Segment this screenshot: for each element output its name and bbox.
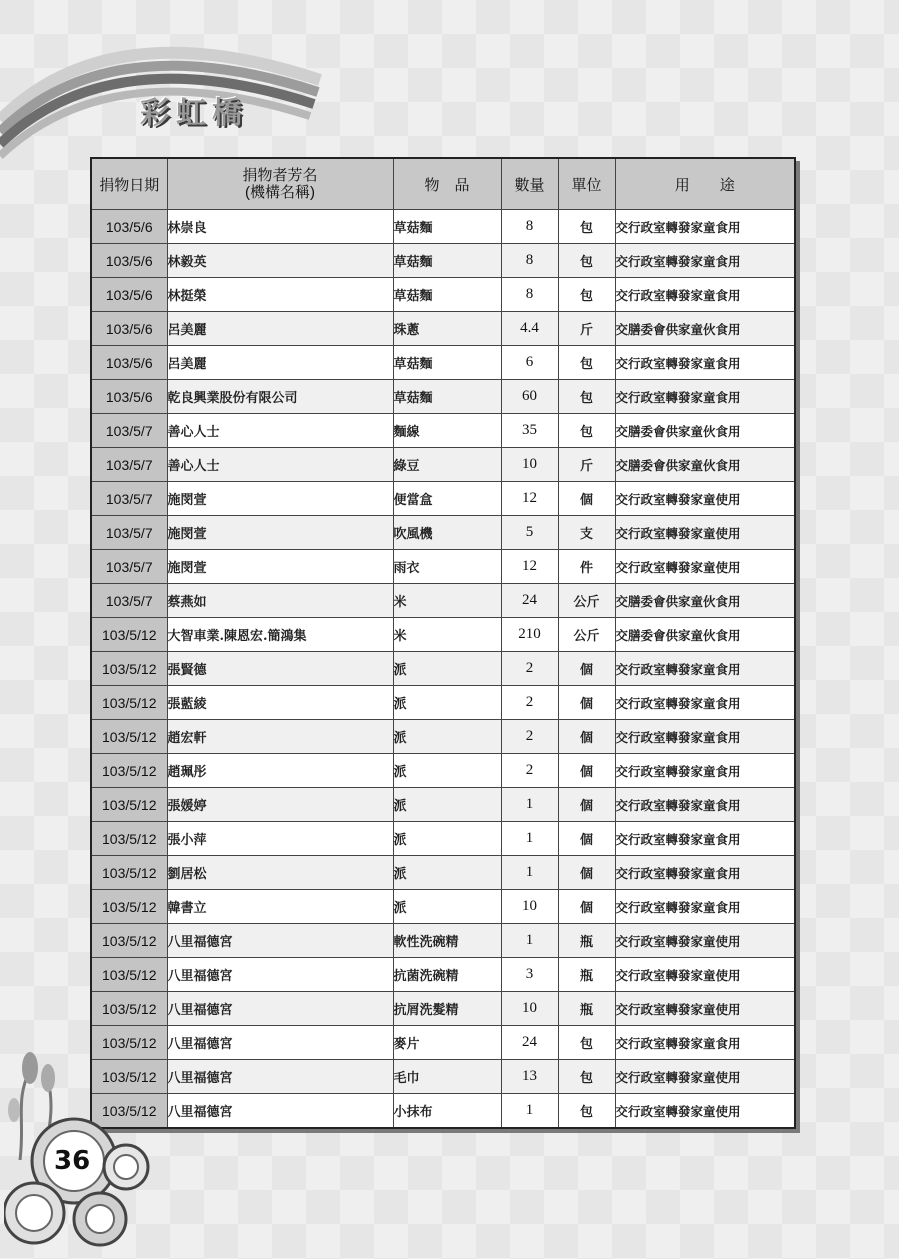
cell-use: 交膳委會供家童伙食用 bbox=[615, 618, 795, 652]
cell-unit: 個 bbox=[558, 754, 615, 788]
cell-date: 103/5/12 bbox=[91, 856, 167, 890]
cell-date: 103/5/12 bbox=[91, 992, 167, 1026]
cell-use: 交行政室轉發家童食用 bbox=[615, 1026, 795, 1060]
cell-unit: 包 bbox=[558, 346, 615, 380]
cell-unit: 個 bbox=[558, 652, 615, 686]
cell-use: 交行政室轉發家童食用 bbox=[615, 380, 795, 414]
table-row bbox=[91, 244, 795, 278]
cell-date: 103/5/6 bbox=[91, 312, 167, 346]
table-row bbox=[91, 482, 795, 516]
table-row bbox=[91, 652, 795, 686]
cell-qty: 4.4 bbox=[501, 312, 558, 346]
cell-unit: 包 bbox=[558, 278, 615, 312]
table-row bbox=[91, 312, 795, 346]
cell-unit: 包 bbox=[558, 244, 615, 278]
page-number-badge bbox=[4, 1115, 154, 1259]
cell-date: 103/5/12 bbox=[91, 618, 167, 652]
cell-item: 小抹布 bbox=[393, 1094, 501, 1129]
cell-use: 交行政室轉發家童食用 bbox=[615, 652, 795, 686]
cell-use: 交行政室轉發家童食用 bbox=[615, 720, 795, 754]
cell-unit: 個 bbox=[558, 856, 615, 890]
cell-date: 103/5/12 bbox=[91, 652, 167, 686]
cell-donor: 張賢德 bbox=[167, 652, 393, 686]
cell-item: 米 bbox=[393, 584, 501, 618]
cell-donor: 張小萍 bbox=[167, 822, 393, 856]
cell-qty: 1 bbox=[501, 788, 558, 822]
cell-item: 珠蔥 bbox=[393, 312, 501, 346]
cell-unit: 瓶 bbox=[558, 992, 615, 1026]
cell-use: 交膳委會供家童伙食用 bbox=[615, 448, 795, 482]
table-row bbox=[91, 380, 795, 414]
table-row bbox=[91, 720, 795, 754]
cell-donor: 張媛婷 bbox=[167, 788, 393, 822]
cell-date: 103/5/7 bbox=[91, 414, 167, 448]
cell-item: 派 bbox=[393, 686, 501, 720]
table-row bbox=[91, 788, 795, 822]
header-donor-line2: (機構名稱) bbox=[245, 184, 315, 201]
cell-donor: 善心人士 bbox=[167, 448, 393, 482]
cell-donor: 趙宏軒 bbox=[167, 720, 393, 754]
cell-qty: 5 bbox=[501, 516, 558, 550]
cell-unit: 斤 bbox=[558, 312, 615, 346]
table-row bbox=[91, 992, 795, 1026]
cell-qty: 1 bbox=[501, 1094, 558, 1129]
cell-donor: 林挺榮 bbox=[167, 278, 393, 312]
cell-qty: 6 bbox=[501, 346, 558, 380]
cell-donor: 善心人士 bbox=[167, 414, 393, 448]
table-row bbox=[91, 856, 795, 890]
donation-table bbox=[90, 157, 796, 1129]
table-row bbox=[91, 958, 795, 992]
table-row bbox=[91, 414, 795, 448]
cell-donor: 林崇良 bbox=[167, 210, 393, 244]
cell-date: 103/5/12 bbox=[91, 686, 167, 720]
cell-unit: 個 bbox=[558, 686, 615, 720]
cell-qty: 2 bbox=[501, 686, 558, 720]
cell-item: 草菇麵 bbox=[393, 380, 501, 414]
cell-date: 103/5/7 bbox=[91, 448, 167, 482]
cell-donor: 趙珮彤 bbox=[167, 754, 393, 788]
cell-use: 交行政室轉發家童食用 bbox=[615, 346, 795, 380]
table-row bbox=[91, 890, 795, 924]
cell-date: 103/5/7 bbox=[91, 584, 167, 618]
cell-qty: 10 bbox=[501, 992, 558, 1026]
cell-date: 103/5/7 bbox=[91, 482, 167, 516]
cell-date: 103/5/7 bbox=[91, 516, 167, 550]
cell-qty: 1 bbox=[501, 822, 558, 856]
cell-date: 103/5/12 bbox=[91, 788, 167, 822]
cell-use: 交行政室轉發家童食用 bbox=[615, 890, 795, 924]
cell-donor: 張藍綾 bbox=[167, 686, 393, 720]
cell-use: 交行政室轉發家童使用 bbox=[615, 992, 795, 1026]
cell-use: 交行政室轉發家童使用 bbox=[615, 516, 795, 550]
cell-qty: 210 bbox=[501, 618, 558, 652]
table-row bbox=[91, 278, 795, 312]
cell-item: 抗菌洗碗精 bbox=[393, 958, 501, 992]
cell-use: 交膳委會供家童伙食用 bbox=[615, 312, 795, 346]
cell-donor: 劉居松 bbox=[167, 856, 393, 890]
table-row bbox=[91, 210, 795, 244]
table-body bbox=[91, 210, 795, 1129]
cell-date: 103/5/7 bbox=[91, 550, 167, 584]
cell-item: 派 bbox=[393, 754, 501, 788]
cell-donor: 八里福德宮 bbox=[167, 924, 393, 958]
cell-use: 交行政室轉發家童食用 bbox=[615, 822, 795, 856]
cell-date: 103/5/12 bbox=[91, 754, 167, 788]
cell-donor: 林毅英 bbox=[167, 244, 393, 278]
cell-unit: 件 bbox=[558, 550, 615, 584]
cell-use: 交行政室轉發家童使用 bbox=[615, 550, 795, 584]
cell-qty: 12 bbox=[501, 550, 558, 584]
cell-item: 雨衣 bbox=[393, 550, 501, 584]
cell-date: 103/5/12 bbox=[91, 890, 167, 924]
table-row bbox=[91, 550, 795, 584]
table-row bbox=[91, 516, 795, 550]
cell-date: 103/5/12 bbox=[91, 1026, 167, 1060]
cell-unit: 個 bbox=[558, 822, 615, 856]
cell-unit: 支 bbox=[558, 516, 615, 550]
table-row bbox=[91, 1060, 795, 1094]
cell-donor: 八里福德宮 bbox=[167, 1060, 393, 1094]
cell-use: 交膳委會供家童伙食用 bbox=[615, 414, 795, 448]
table-row bbox=[91, 346, 795, 380]
header-donor-line1: 捐物者芳名 bbox=[242, 167, 318, 184]
cell-donor: 施閔萱 bbox=[167, 516, 393, 550]
cell-qty: 60 bbox=[501, 380, 558, 414]
cell-use: 交行政室轉發家童使用 bbox=[615, 924, 795, 958]
cell-unit: 個 bbox=[558, 482, 615, 516]
cell-qty: 1 bbox=[501, 924, 558, 958]
cell-unit: 公斤 bbox=[558, 584, 615, 618]
cell-use: 交行政室轉發家童食用 bbox=[615, 788, 795, 822]
header-use: 用 途 bbox=[615, 158, 795, 210]
cell-donor: 乾良興業股份有限公司 bbox=[167, 380, 393, 414]
cell-date: 103/5/12 bbox=[91, 1094, 167, 1129]
cell-item: 麥片 bbox=[393, 1026, 501, 1060]
cell-qty: 10 bbox=[501, 448, 558, 482]
cell-item: 派 bbox=[393, 856, 501, 890]
cell-use: 交行政室轉發家童使用 bbox=[615, 482, 795, 516]
cell-qty: 3 bbox=[501, 958, 558, 992]
cell-unit: 瓶 bbox=[558, 924, 615, 958]
cell-unit: 公斤 bbox=[558, 618, 615, 652]
cell-use: 交行政室轉發家童使用 bbox=[615, 1060, 795, 1094]
cell-date: 103/5/6 bbox=[91, 346, 167, 380]
table-row bbox=[91, 618, 795, 652]
cell-item: 抗屑洗髮精 bbox=[393, 992, 501, 1026]
cell-unit: 個 bbox=[558, 890, 615, 924]
cell-use: 交行政室轉發家童食用 bbox=[615, 686, 795, 720]
header-unit: 單位 bbox=[558, 158, 615, 210]
table-row bbox=[91, 754, 795, 788]
table-row bbox=[91, 1094, 795, 1129]
brand-title: 彩虹橋 bbox=[140, 96, 248, 131]
table-row bbox=[91, 448, 795, 482]
cell-item: 毛巾 bbox=[393, 1060, 501, 1094]
table-row bbox=[91, 822, 795, 856]
cell-qty: 2 bbox=[501, 754, 558, 788]
header-qty: 數量 bbox=[501, 158, 558, 210]
cell-unit: 斤 bbox=[558, 448, 615, 482]
cell-qty: 2 bbox=[501, 720, 558, 754]
cell-use: 交行政室轉發家童食用 bbox=[615, 278, 795, 312]
cell-qty: 1 bbox=[501, 856, 558, 890]
cell-date: 103/5/6 bbox=[91, 244, 167, 278]
cell-unit: 包 bbox=[558, 414, 615, 448]
cell-unit: 包 bbox=[558, 1094, 615, 1129]
cell-unit: 包 bbox=[558, 1060, 615, 1094]
cell-item: 吹風機 bbox=[393, 516, 501, 550]
cell-item: 綠豆 bbox=[393, 448, 501, 482]
table-row bbox=[91, 1026, 795, 1060]
cell-use: 交行政室轉發家童使用 bbox=[615, 1094, 795, 1129]
table-header-row bbox=[91, 158, 795, 210]
cell-donor: 八里福德宮 bbox=[167, 958, 393, 992]
cell-date: 103/5/12 bbox=[91, 822, 167, 856]
cell-donor: 施閔萱 bbox=[167, 550, 393, 584]
cell-qty: 2 bbox=[501, 652, 558, 686]
table-row bbox=[91, 686, 795, 720]
table-row bbox=[91, 584, 795, 618]
cell-unit: 包 bbox=[558, 210, 615, 244]
cell-unit: 個 bbox=[558, 788, 615, 822]
cell-donor: 呂美麗 bbox=[167, 346, 393, 380]
cell-date: 103/5/6 bbox=[91, 278, 167, 312]
cell-use: 交行政室轉發家童食用 bbox=[615, 210, 795, 244]
cell-use: 交行政室轉發家童使用 bbox=[615, 958, 795, 992]
cell-use: 交膳委會供家童伙食用 bbox=[615, 584, 795, 618]
cell-use: 交行政室轉發家童食用 bbox=[615, 754, 795, 788]
cell-date: 103/5/12 bbox=[91, 1060, 167, 1094]
cell-use: 交行政室轉發家童食用 bbox=[615, 856, 795, 890]
cell-qty: 24 bbox=[501, 1026, 558, 1060]
cell-item: 便當盒 bbox=[393, 482, 501, 516]
cell-donor: 八里福德宮 bbox=[167, 1094, 393, 1129]
cell-qty: 35 bbox=[501, 414, 558, 448]
cell-date: 103/5/12 bbox=[91, 720, 167, 754]
cell-item: 派 bbox=[393, 890, 501, 924]
header-date: 捐物日期 bbox=[91, 158, 167, 210]
cell-qty: 24 bbox=[501, 584, 558, 618]
cell-unit: 瓶 bbox=[558, 958, 615, 992]
cell-unit: 包 bbox=[558, 380, 615, 414]
cell-item: 派 bbox=[393, 788, 501, 822]
header-item: 物 品 bbox=[393, 158, 501, 210]
cell-use: 交行政室轉發家童食用 bbox=[615, 244, 795, 278]
cell-qty: 13 bbox=[501, 1060, 558, 1094]
cell-qty: 8 bbox=[501, 210, 558, 244]
cell-donor: 施閔萱 bbox=[167, 482, 393, 516]
cell-donor: 八里福德宮 bbox=[167, 1026, 393, 1060]
cell-donor: 呂美麗 bbox=[167, 312, 393, 346]
page-number: 36 bbox=[54, 1146, 91, 1176]
cell-unit: 個 bbox=[558, 720, 615, 754]
cell-donor: 八里福德宮 bbox=[167, 992, 393, 1026]
cell-donor: 大智車業.陳恩宏.簡鴻集 bbox=[167, 618, 393, 652]
cell-item: 草菇麵 bbox=[393, 210, 501, 244]
header-donor bbox=[167, 158, 393, 210]
cell-qty: 10 bbox=[501, 890, 558, 924]
cell-qty: 12 bbox=[501, 482, 558, 516]
cell-qty: 8 bbox=[501, 278, 558, 312]
cell-item: 草菇麵 bbox=[393, 346, 501, 380]
table-row bbox=[91, 924, 795, 958]
cell-item: 派 bbox=[393, 652, 501, 686]
cell-item: 麵線 bbox=[393, 414, 501, 448]
cell-item: 米 bbox=[393, 618, 501, 652]
cell-item: 草菇麵 bbox=[393, 278, 501, 312]
cell-unit: 包 bbox=[558, 1026, 615, 1060]
cell-date: 103/5/12 bbox=[91, 958, 167, 992]
cell-date: 103/5/6 bbox=[91, 210, 167, 244]
cell-date: 103/5/6 bbox=[91, 380, 167, 414]
cell-item: 派 bbox=[393, 720, 501, 754]
rainbow-arc-decoration bbox=[0, 0, 340, 160]
cell-donor: 韓書立 bbox=[167, 890, 393, 924]
cell-item: 派 bbox=[393, 822, 501, 856]
cell-qty: 8 bbox=[501, 244, 558, 278]
cell-item: 軟性洗碗精 bbox=[393, 924, 501, 958]
cell-donor: 蔡燕如 bbox=[167, 584, 393, 618]
cell-date: 103/5/12 bbox=[91, 924, 167, 958]
cell-item: 草菇麵 bbox=[393, 244, 501, 278]
